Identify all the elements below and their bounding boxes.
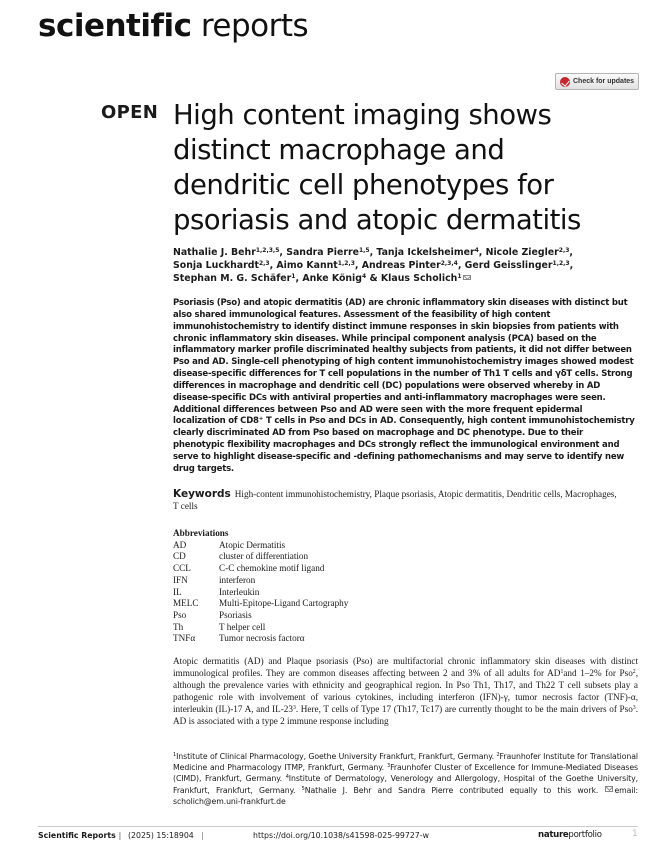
affiliation-number: 2 (496, 752, 500, 758)
author-separator: , (369, 247, 377, 258)
citation-ref[interactable]: 3 (292, 704, 296, 711)
affiliation-1: Institute of Clinical Pharmacology, Goethe University Frankfurt, Frankfurt, Germany. (176, 752, 497, 761)
introduction-paragraph (173, 656, 638, 727)
author-name[interactable]: Sonja Luckhardt (173, 260, 259, 271)
abbreviations-heading: Abbreviations (173, 528, 229, 538)
body-text-4: . Here, T cells of Type 17 (Th17, Tc17) are currently thought to be the main drivers of Pso (295, 703, 633, 714)
abbreviation-code: CD (173, 551, 186, 562)
nature-portfolio-logo: natureportfolio (538, 830, 602, 840)
author-separator: , (569, 247, 573, 258)
keywords-text: High-content immunohistochemistry, Plaque psoriasis, Atopic dermatitis, Dendritic cells, Macrophages, T cells (173, 489, 617, 511)
corresponding-email[interactable]: email: scholich@em.uni-frankfurt.de (173, 785, 638, 806)
author-separator: , (295, 273, 303, 284)
footer-citation: (2025) 15:18904 | (128, 831, 204, 840)
abbreviation-definition: interferon (219, 574, 256, 585)
abbreviation-row (173, 551, 348, 563)
body-text-1: Atopic dermatitis (AD) and Plaque psoriasis (Pso) are multifactorial chronic inflammatory skin diseases with distinct immunological profiles. They are common diseases affecting between 2 and 3% of all adults for AD (173, 656, 638, 678)
abbreviation-row (173, 610, 348, 622)
journal-logo (38, 8, 308, 44)
abstract-sup: + (258, 416, 264, 423)
page-number: 1 (632, 829, 638, 839)
abbreviation-definition: Psoriasis (219, 609, 252, 620)
affiliation-number: 1 (173, 752, 177, 758)
author-separator: , (478, 247, 486, 258)
abbreviation-row (173, 587, 348, 599)
abbreviation-definition: Multi-Epitope-Ligand Cartography (219, 598, 349, 609)
author-affiliation: 2,3 (258, 260, 270, 267)
abstract (173, 298, 635, 476)
author-list (173, 246, 593, 285)
author-affiliation: 2,3 (558, 247, 570, 254)
author-affiliation: 1,2,3 (552, 260, 570, 267)
page-footer (38, 829, 638, 843)
abbreviations (173, 528, 348, 645)
body-text-3: , although the prevalence varies with ethnicity and geographical region. In Pso Th1, Th17, and Th22 T cell subsets play a pathogenic role with involvement of various cytokines, including interferon (IFN)-γ, tumor necrosis factor (TNF)-α, interleukin (IL)-17 A, and IL-23 (173, 667, 638, 714)
author-separator: & (366, 273, 381, 284)
abbreviation-code: IFN (173, 574, 188, 585)
author-separator: , (269, 260, 277, 271)
affiliation-4: Institute of Dermatology, Venerology and Allergology, Hospital of the Goethe University, Frankfurt, Frankfurt, Germany. (173, 774, 638, 795)
affiliation-2: Fraunhofer Institute for Translational Medicine and Pharmacology ITMP, Frankfurt, Germany. (173, 752, 638, 773)
journal-logo-bold: scientific (38, 8, 192, 44)
abbreviation-code: Pso (173, 609, 187, 620)
abstract-text-1: Psoriasis (Pso) and atopic dermatitis (AD) are chronic inflammatory skin diseases with distinct but also shared immunological features. Assessment of the feasibility of high content immunohistochemistry to identify distinct immune responses in skin biopsies from patients with chronic inflammatory skin diseases. While principal component analysis (PCA) based on the inflammatory marker profile discriminated healthy subjects from patients, it did not differ between Pso and AD. Single-cell phenotyping of high content immunohistochemistry images showed modest disease-specific differences for T cell populations in the number of Th1 T cells and γδT cells. Strong differences in macrophage and dendritic cell (DC) populations were observed whereby in AD disease-specific DCs with antiviral properties and anti-inflammatory macrophages were seen. Additional differences between Pso and AD were seen with the more frequent epidermal localization of CD8 (173, 298, 634, 427)
citation-ref[interactable]: 1 (560, 668, 564, 675)
affiliation-5: Nathalie J. Behr and Sandra Pierre contributed equally to this work. (304, 785, 605, 795)
author-affiliation: 1 (457, 273, 462, 280)
envelope-icon[interactable] (463, 275, 471, 281)
author-name[interactable]: Nathalie J. Behr (173, 247, 256, 258)
author-name[interactable]: Andreas Pinter (361, 260, 441, 271)
abbreviation-definition: Atopic Dermatitis (219, 539, 286, 550)
open-access-label: OPEN (101, 102, 159, 123)
body-text-2: and 1–2% for Pso (563, 667, 633, 678)
affiliation-number: 3 (386, 763, 391, 770)
abbreviation-row (173, 622, 348, 634)
affiliation-number: 5 (301, 785, 305, 792)
abbreviation-definition: cluster of differentiation (219, 551, 309, 562)
author-separator: , (354, 260, 362, 271)
author-affiliation: 2,3,4 (440, 260, 458, 267)
author-name[interactable]: Gerd Geisslinger (464, 260, 553, 271)
author-affiliation: 1,5 (358, 247, 370, 254)
author-affiliation: 1,2,3,5 (255, 247, 280, 254)
abstract-text-2: T cells in Pso and DCs in AD. Consequently, high content immunohistochemistry clearly discriminated AD from Pso based on macrophage and DC phenotype. Due to their phenotypic flexibility macrophages and DCs strongly reflect the immunological environment and serve to highlight disease-specific and -defining pathomechanisms and may serve to identify new drug targets. (173, 416, 635, 474)
author-separator: , (569, 260, 574, 271)
abbreviation-definition: T helper cell (219, 621, 266, 632)
author-affiliation: 1,2,3 (337, 260, 355, 267)
crossmark-icon (560, 77, 570, 87)
author-affiliation: 4 (362, 273, 367, 280)
envelope-icon (605, 786, 613, 792)
author-name[interactable]: Aimo Kannt (276, 260, 338, 271)
body-text-5: . AD is associated with a type 2 immune response including (173, 703, 638, 726)
author-name[interactable]: Stephan M. G. Schäfer (173, 273, 292, 284)
abbreviation-definition: Tumor necrosis factorα (219, 633, 305, 644)
keywords-heading: Keywords (173, 488, 231, 500)
affiliation-3: Fraunhofer Cluster of Excellence for Immune-Mediated Diseases (CIMD), Frankfurt, Germany. (173, 763, 639, 784)
abbreviation-row (173, 540, 348, 552)
check-for-updates-button[interactable] (555, 73, 639, 90)
author-separator: , (279, 247, 287, 258)
affiliations (173, 751, 638, 807)
footer-doi-link[interactable]: https://doi.org/10.1038/s41598-025-99727-w (253, 831, 429, 840)
journal-logo-light: reports (191, 8, 309, 44)
author-separator: , (457, 260, 465, 271)
author-affiliation: 1 (291, 273, 296, 280)
footer-divider (38, 826, 638, 827)
citation-ref[interactable]: 2 (632, 668, 636, 675)
abbreviation-row (173, 633, 348, 645)
abbreviation-code: TNFα (173, 633, 196, 644)
footer-journal: Scientific Reports | (38, 831, 122, 840)
abbreviation-code: CCL (173, 563, 191, 574)
abbreviation-code: AD (173, 539, 187, 550)
abbreviation-code: Th (173, 621, 184, 632)
abbreviation-row (173, 598, 348, 610)
abbreviation-row (173, 563, 348, 575)
author-name[interactable]: Sandra Pierre (286, 247, 359, 258)
author-name[interactable]: Tanja Ickelsheimer (376, 247, 475, 258)
keywords (173, 488, 623, 512)
article-title: High content imaging shows distinct macrophage and dendritic cell phenotypes for psoriasis and atopic dermatitis (173, 99, 581, 236)
check-for-updates-label: Check for updates (573, 78, 635, 85)
abbreviation-definition: Interleukin (219, 586, 260, 597)
author-affiliation: 4 (474, 247, 479, 254)
author-name[interactable]: Klaus Scholich (380, 273, 458, 284)
abbreviation-definition: C-C chemokine motif ligand (219, 563, 325, 574)
author-name[interactable]: Anke König (302, 273, 362, 284)
abbreviation-code: MELC (173, 598, 199, 609)
abbreviation-code: IL (173, 586, 182, 597)
citation-ref[interactable]: 3 (632, 704, 636, 711)
abbreviation-row (173, 575, 348, 587)
author-name[interactable]: Nicole Ziegler (485, 247, 559, 258)
affiliation-number: 4 (285, 774, 289, 781)
